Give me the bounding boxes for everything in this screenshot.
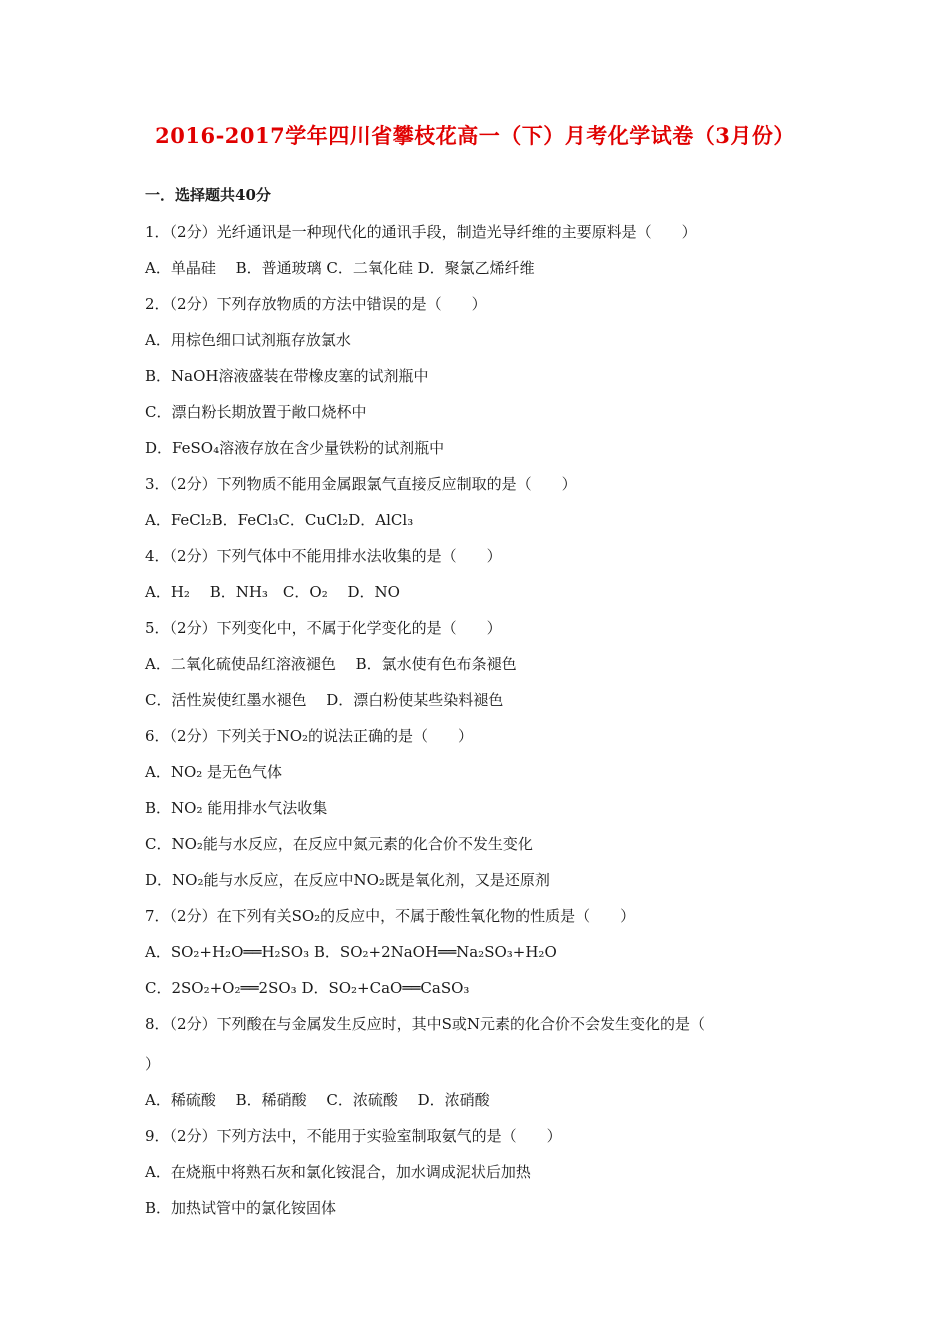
question-3-stem: 3．（2分）下列物质不能用金属跟氯气直接反应制取的是（ ） (145, 475, 577, 493)
question-4-options: A．H₂ B．NH₃ C．O₂ D．NO (145, 583, 400, 601)
question-6-option-c: C．NO₂能与水反应，在反应中氮元素的化合价不发生变化 (145, 835, 533, 853)
question-9-option-b: B．加热试管中的氯化铵固体 (145, 1199, 337, 1217)
question-8-stem-end: ） (145, 1055, 161, 1073)
question-7-options-ab: A．SO₂+H₂O══H₂SO₃ B．SO₂+2NaOH══Na₂SO₃+H₂O (145, 943, 557, 961)
question-9-stem: 9．（2分）下列方法中，不能用于实验室制取氨气的是（ ） (145, 1127, 562, 1145)
question-6-stem: 6．（2分）下列关于NO₂的说法正确的是（ ） (145, 727, 474, 745)
question-1-stem: 1．（2分）光纤通讯是一种现代化的通讯手段，制造光导纤维的主要原料是（ ） (145, 223, 697, 241)
question-8-stem: 8．（2分）下列酸在与金属发生反应时，其中S或N元素的化合价不会发生变化的是（ (145, 1015, 705, 1033)
question-5-options-cd: C．活性炭使红墨水褪色 D．漂白粉使某些染料褪色 (145, 691, 504, 709)
question-8-options: A．稀硫酸 B．稀硝酸 C．浓硫酸 D．浓硝酸 (145, 1091, 490, 1109)
question-6-option-d: D．NO₂能与水反应，在反应中NO₂既是氧化剂，又是还原剂 (145, 871, 550, 889)
question-2-option-c: C．漂白粉长期放置于敞口烧杯中 (145, 403, 367, 421)
question-1-options: A．单晶硅 B．普通玻璃 C．二氧化硅 D．聚氯乙烯纤维 (145, 259, 535, 277)
question-3-options: A．FeCl₂B．FeCl₃C．CuCl₂D．AlCl₃ (145, 511, 414, 529)
question-2-option-b: B．NaOH溶液盛装在带橡皮塞的试剂瓶中 (145, 367, 429, 385)
section-heading: 一．选择题共40分 (145, 186, 271, 204)
question-6-option-a: A．NO₂ 是无色气体 (145, 763, 283, 781)
page-title: 2016-2017学年四川省攀枝花高一（下）月考化学试卷（3月份） (155, 123, 795, 148)
question-2-option-a: A．用棕色细口试剂瓶存放氯水 (145, 331, 351, 349)
question-4-stem: 4．（2分）下列气体中不能用排水法收集的是（ ） (145, 547, 502, 565)
question-6-option-b: B．NO₂ 能用排水气法收集 (145, 799, 328, 817)
question-9-option-a: A．在烧瓶中将熟石灰和氯化铵混合，加水调成泥状后加热 (145, 1163, 531, 1181)
question-5-stem: 5．（2分）下列变化中，不属于化学变化的是（ ） (145, 619, 502, 637)
question-7-stem: 7．（2分）在下列有关SO₂的反应中，不属于酸性氧化物的性质是（ ） (145, 907, 636, 925)
question-7-options-cd: C．2SO₂+O₂══2SO₃ D．SO₂+CaO══CaSO₃ (145, 979, 470, 997)
question-5-options-ab: A．二氧化硫使品红溶液褪色 B．氯水使有色布条褪色 (145, 655, 517, 673)
question-2-stem: 2．（2分）下列存放物质的方法中错误的是（ ） (145, 295, 487, 313)
question-2-option-d: D．FeSO₄溶液存放在含少量铁粉的试剂瓶中 (145, 439, 445, 457)
